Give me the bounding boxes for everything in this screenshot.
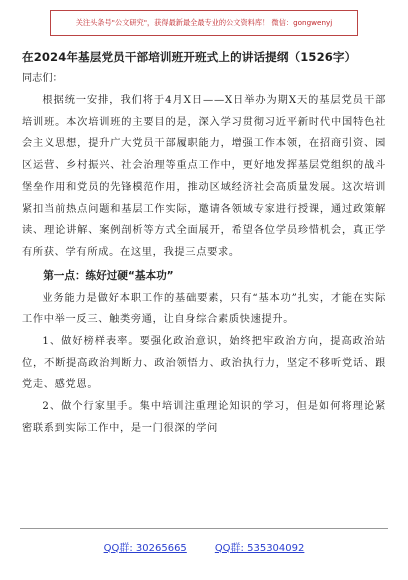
paragraph-3: 1、做好榜样表率。要强化政治意识，始终把牢政治方向，提高政治站位，不断提高政治判断力、政治领悟力、政治执行力，坚定不移听党话、跟党走、感党恩。 xyxy=(22,336,386,391)
qq-group-link-2[interactable]: QQ群: 535304092 xyxy=(214,542,305,554)
banner-text: 关注头条号"公文研究"，获得最新最全最专业的公文资料库！ 微信：gongwenyj xyxy=(75,18,333,27)
qq-group-link-1[interactable]: QQ群: 30265665 xyxy=(103,542,187,554)
document-body xyxy=(22,46,386,440)
header-banner xyxy=(50,10,358,36)
document-title: 在2024年基层党员干部培训班开班式上的讲话提纲（1526字） xyxy=(22,50,357,64)
footer xyxy=(20,528,388,563)
paragraph-2: 业务能力是做好本职工作的基础要素，只有“基本功”扎实，才能在实际工作中举一反三、触类旁通，让自身综合素质快速提升。 xyxy=(22,292,386,326)
salutation: 同志们： xyxy=(22,73,63,84)
section-heading-1: 第一点：练好过硬“基本功” xyxy=(43,269,174,282)
paragraph-4: 2、做个行家里手。集中培训注重理论知识的学习，但是如何将理论紧密联系到实际工作中，是一门很深的学问 xyxy=(22,401,386,434)
paragraph-intro: 根据统一安排，我们将于4月X日——X日举办为期X天的基层党员干部培训班。本次培训班的主要目的是，深入学习贯彻习近平新时代中国特色社会主义思想，提升广大党员干部履职能力，增强工作本领，在招商引资、园区运营、乡村振兴、社会治理等重点工作中，更好地发挥基层党组织的战斗堡垒作用和党员的先锋模范作用，推动区域经济社会高质量发展。这次培训紧扣当前热点问题和基层工作实际，邀请各领域专家进行授课，通过政策解读、理论讲解、案例剖析等方式全面展开，希望各位学员珍惜机会，真正学有所获、学有所成。在这里，我提三点要求。 xyxy=(22,95,386,258)
